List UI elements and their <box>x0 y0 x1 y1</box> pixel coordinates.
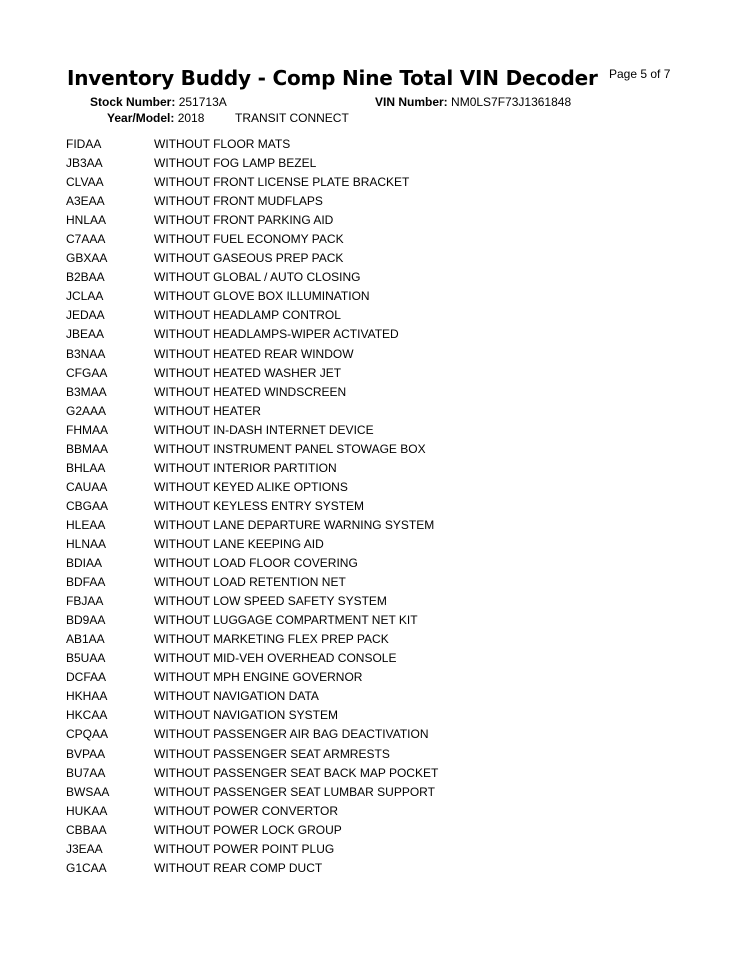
list-item <box>66 268 666 287</box>
list-item <box>66 535 666 554</box>
option-code: HKHAA <box>66 689 108 704</box>
list-item <box>66 687 666 706</box>
list-item <box>66 649 666 668</box>
option-description: WITHOUT REAR COMP DUCT <box>154 860 323 875</box>
list-item <box>66 402 666 421</box>
year-model <box>107 111 204 125</box>
option-description: WITHOUT LANE KEEPING AID <box>154 536 324 551</box>
list-item <box>66 440 666 459</box>
list-item <box>66 154 666 173</box>
option-description: WITHOUT MPH ENGINE GOVERNOR <box>154 670 363 685</box>
option-code: JB3AA <box>66 156 103 171</box>
vin-number <box>375 95 571 109</box>
option-code: HNLAA <box>66 213 107 228</box>
option-description: WITHOUT LUGGAGE COMPARTMENT NET KIT <box>154 613 418 628</box>
list-item <box>66 706 666 725</box>
list-item <box>66 725 666 744</box>
option-code: B5UAA <box>66 651 106 666</box>
option-description: WITHOUT MARKETING FLEX PREP PACK <box>154 632 389 647</box>
vin-number-value: NM0LS7F73J1361848 <box>451 95 572 109</box>
list-item <box>66 764 666 783</box>
list-item <box>66 249 666 268</box>
option-code: HUKAA <box>66 803 108 818</box>
option-description: WITHOUT LANE DEPARTURE WARNING SYSTEM <box>154 517 435 532</box>
option-code: J3EAA <box>66 841 103 856</box>
option-code: C7AAA <box>66 232 106 247</box>
list-item <box>66 573 666 592</box>
stock-number-value: 251713A <box>178 95 227 109</box>
option-description: WITHOUT LOAD FLOOR COVERING <box>154 556 358 571</box>
list-item <box>66 516 666 535</box>
option-code: HKCAA <box>66 708 108 723</box>
page-number: Page 5 of 7 <box>609 67 671 81</box>
option-description: WITHOUT GASEOUS PREP PACK <box>154 251 344 266</box>
option-code: B3NAA <box>66 346 106 361</box>
year-model-label: Year/Model: <box>107 111 175 125</box>
list-item <box>66 135 666 154</box>
option-code: BDIAA <box>66 556 103 571</box>
option-code: CBBAA <box>66 822 107 837</box>
option-code: BU7AA <box>66 765 106 780</box>
list-item <box>66 592 666 611</box>
option-code: B3MAA <box>66 384 107 399</box>
option-code: BVPAA <box>66 746 106 761</box>
option-code: BBMAA <box>66 441 109 456</box>
list-item <box>66 611 666 630</box>
option-description: WITHOUT LOAD RETENTION NET <box>154 575 346 590</box>
option-description: WITHOUT HEATED WASHER JET <box>154 365 342 380</box>
option-code: GBXAA <box>66 251 108 266</box>
list-item <box>66 173 666 192</box>
option-code: BHLAA <box>66 460 106 475</box>
list-item <box>66 230 666 249</box>
option-description: WITHOUT HEADLAMPS-WIPER ACTIVATED <box>154 327 399 342</box>
option-description: WITHOUT HEADLAMP CONTROL <box>154 308 341 323</box>
option-code: FBJAA <box>66 594 104 609</box>
stock-number <box>90 95 227 109</box>
list-item <box>66 630 666 649</box>
list-item <box>66 554 666 573</box>
option-description: WITHOUT FRONT MUDFLAPS <box>154 194 323 209</box>
option-description: WITHOUT HEATED REAR WINDOW <box>154 346 354 361</box>
option-code: CBGAA <box>66 498 109 513</box>
stock-number-label: Stock Number: <box>90 95 176 109</box>
list-item <box>66 192 666 211</box>
list-item <box>66 345 666 364</box>
list-item <box>66 287 666 306</box>
option-code-list <box>66 135 666 878</box>
list-item <box>66 306 666 325</box>
option-description: WITHOUT PASSENGER SEAT LUMBAR SUPPORT <box>154 784 435 799</box>
list-item <box>66 325 666 344</box>
list-item <box>66 821 666 840</box>
option-code: BD9AA <box>66 613 106 628</box>
option-code: FHMAA <box>66 422 108 437</box>
option-code: JCLAA <box>66 289 104 304</box>
option-description: WITHOUT FRONT LICENSE PLATE BRACKET <box>154 175 410 190</box>
option-code: G2AAA <box>66 403 107 418</box>
list-item <box>66 840 666 859</box>
option-description: WITHOUT GLOVE BOX ILLUMINATION <box>154 289 370 304</box>
option-description: WITHOUT PASSENGER SEAT ARMRESTS <box>154 746 390 761</box>
option-description: WITHOUT IN-DASH INTERNET DEVICE <box>154 422 374 437</box>
option-description: WITHOUT FRONT PARKING AID <box>154 213 334 228</box>
option-description: WITHOUT FLOOR MATS <box>154 137 291 151</box>
list-item <box>66 421 666 440</box>
option-description: WITHOUT MID-VEH OVERHEAD CONSOLE <box>154 651 397 666</box>
option-description: WITHOUT LOW SPEED SAFETY SYSTEM <box>154 594 387 609</box>
list-item <box>66 478 666 497</box>
option-description: WITHOUT POWER CONVERTOR <box>154 803 339 818</box>
option-code: HLNAA <box>66 536 107 551</box>
option-code: JBEAA <box>66 327 105 342</box>
option-description: WITHOUT POWER LOCK GROUP <box>154 822 342 837</box>
option-description: WITHOUT HEATED WINDSCREEN <box>154 384 347 399</box>
option-code: B2BAA <box>66 270 105 285</box>
option-description: WITHOUT PASSENGER SEAT BACK MAP POCKET <box>154 765 439 780</box>
vin-number-label: VIN Number: <box>375 95 448 109</box>
option-code: FIDAA <box>66 137 102 151</box>
option-code: A3EAA <box>66 194 105 209</box>
list-item <box>66 802 666 821</box>
option-description: WITHOUT HEATER <box>154 403 261 418</box>
option-description: WITHOUT FUEL ECONOMY PACK <box>154 232 344 247</box>
option-description: WITHOUT INTERIOR PARTITION <box>154 460 337 475</box>
page-title: Inventory Buddy - Comp Nine Total VIN Decoder <box>67 66 598 90</box>
option-description: WITHOUT POWER POINT PLUG <box>154 841 335 856</box>
list-item <box>66 364 666 383</box>
option-description: WITHOUT PASSENGER AIR BAG DEACTIVATION <box>154 727 429 742</box>
option-description: WITHOUT NAVIGATION SYSTEM <box>154 708 339 723</box>
option-description: WITHOUT GLOBAL / AUTO CLOSING <box>154 270 361 285</box>
option-description: WITHOUT FOG LAMP BEZEL <box>154 156 317 171</box>
option-description: WITHOUT KEYED ALIKE OPTIONS <box>154 479 348 494</box>
option-code: AB1AA <box>66 632 105 647</box>
model-value: TRANSIT CONNECT <box>235 111 349 125</box>
option-code: BDFAA <box>66 575 106 590</box>
option-code: CLVAA <box>66 175 104 190</box>
option-code: CAUAA <box>66 479 108 494</box>
option-code: CPQAA <box>66 727 109 742</box>
list-item <box>66 497 666 516</box>
list-item <box>66 668 666 687</box>
list-item <box>66 783 666 802</box>
option-description: WITHOUT INSTRUMENT PANEL STOWAGE BOX <box>154 441 426 456</box>
list-item <box>66 459 666 478</box>
list-item <box>66 383 666 402</box>
option-code: JEDAA <box>66 308 105 323</box>
option-code: BWSAA <box>66 784 110 799</box>
option-code: DCFAA <box>66 670 107 685</box>
list-item <box>66 859 666 878</box>
option-code: G1CAA <box>66 860 107 875</box>
list-item <box>66 211 666 230</box>
option-code: HLEAA <box>66 517 106 532</box>
option-code: CFGAA <box>66 365 108 380</box>
year-value: 2018 <box>177 111 205 125</box>
option-description: WITHOUT NAVIGATION DATA <box>154 689 319 704</box>
list-item <box>66 745 666 764</box>
option-description: WITHOUT KEYLESS ENTRY SYSTEM <box>154 498 365 513</box>
